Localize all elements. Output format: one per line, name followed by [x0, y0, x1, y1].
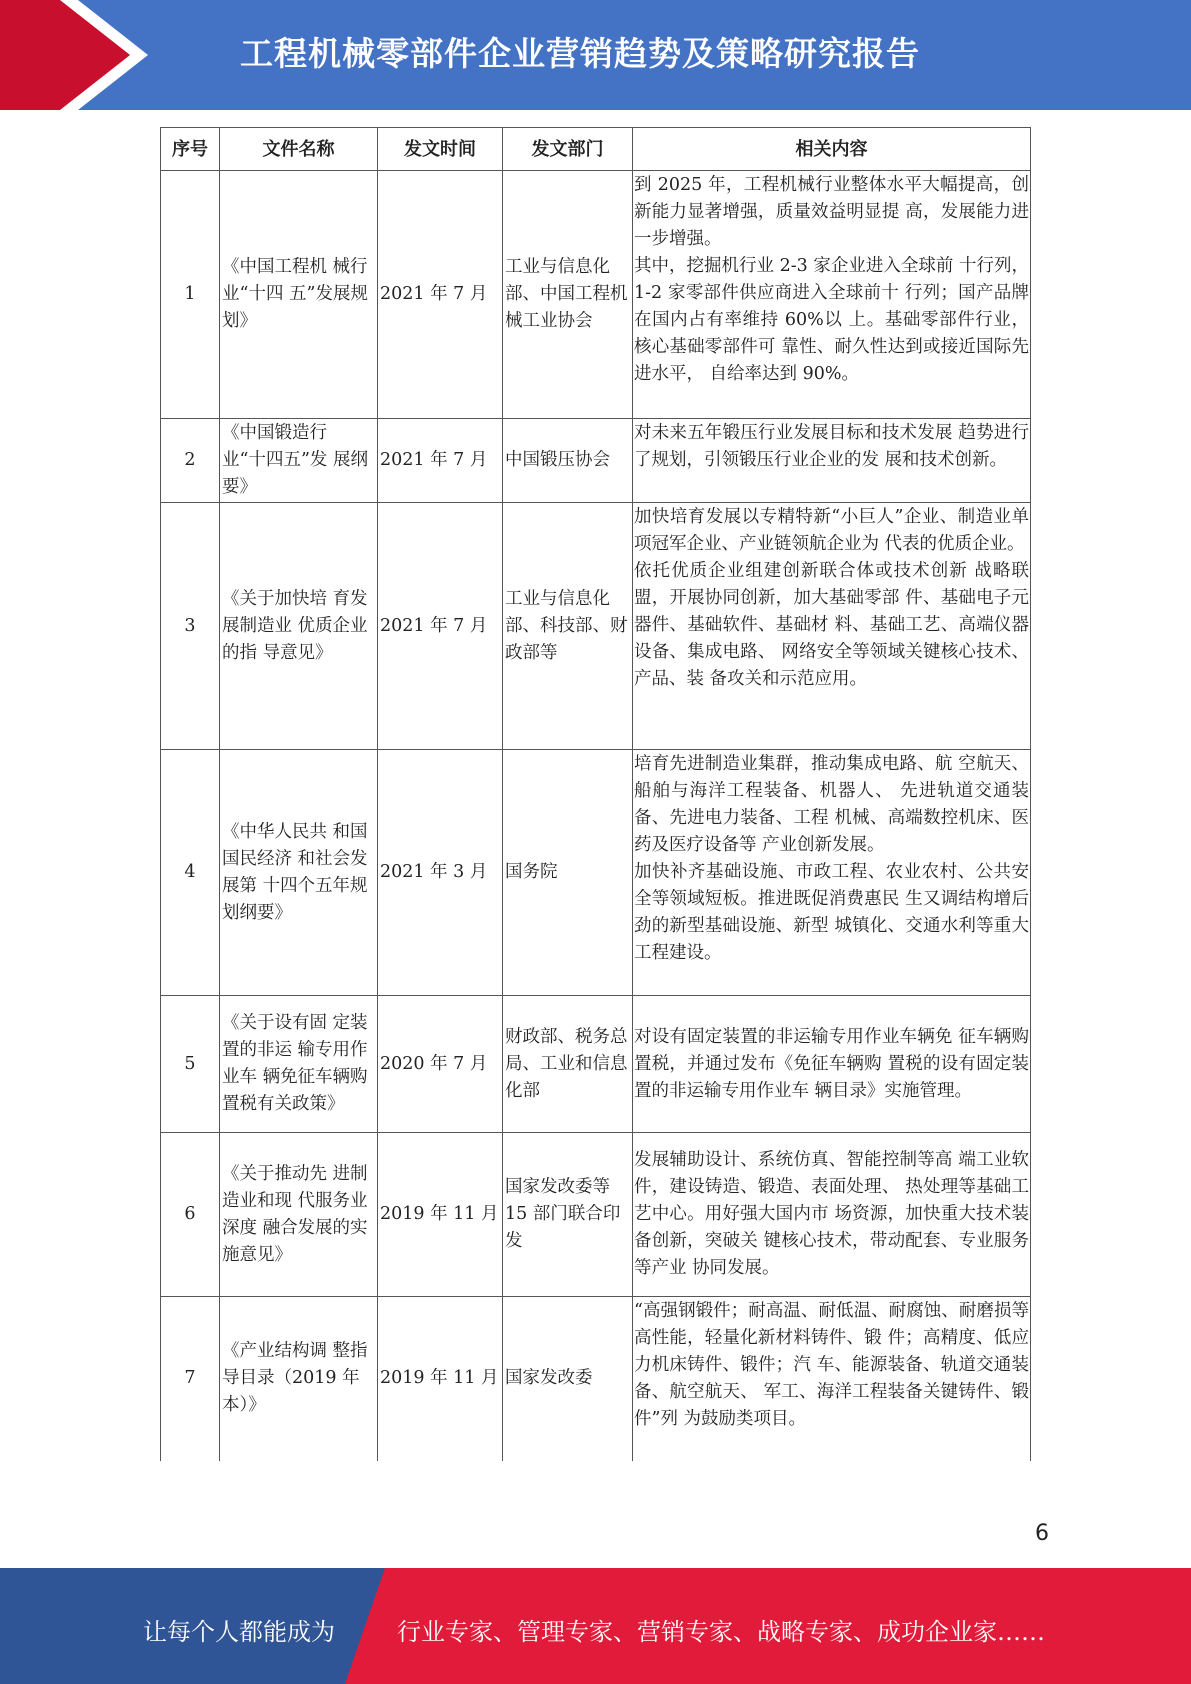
- cell-name: 《中国工程机 械行业“十四 五”发展规划》: [220, 171, 378, 419]
- table-row: [161, 750, 1031, 996]
- table-row: [161, 419, 1031, 503]
- table-header-row: [161, 128, 1031, 171]
- cell-content: [633, 750, 1031, 996]
- col-header-name: 文件名称: [220, 128, 378, 171]
- cell-name: 《中国锻造行 业“十四五”发 展纲要》: [220, 419, 378, 503]
- cell-name: 《关于设有固 定装置的非运 输专用作业车 辆免征车辆购 置税有关政策》: [220, 996, 378, 1133]
- table-row: [161, 1133, 1031, 1297]
- cell-dept: 国家发改委: [503, 1297, 633, 1461]
- content-paragraph: 加快培育发展以专精特新“小巨人”企业、制造业单项冠军企业、产业链领航企业为 代表的优质企业。: [634, 507, 1029, 554]
- content-paragraph: 依托优质企业组建创新联合体或技术创新 战略联盟，开展协同创新，加大基础零部 件、基础电子元器件、基础软件、基础材 料、基础工艺、高端仪器设备、集成电路、 网络安全等领域关键核心技术、产品、装 备攻关和示范应用。: [634, 561, 1029, 689]
- table-row: [161, 996, 1031, 1133]
- content-paragraph: 发展辅助设计、系统仿真、智能控制等高 端工业软件，建设铸造、锻造、表面处理、 热处理等基础工艺中心。用好强大国内市 场资源，加快重大技术装备创新，突破关 键核心技术，带动配套、专业服务等产业 协同发展。: [634, 1150, 1029, 1278]
- cell-no: 7: [161, 1297, 220, 1461]
- col-header-dept: 发文部门: [503, 128, 633, 171]
- cell-date: 2020 年 7 月: [378, 996, 503, 1133]
- content-paragraph: 其中，挖掘机行业 2-3 家企业进入全球前 十行列，1-2 家零部件供应商进入全球前十 行列；国产品牌在国内占有率维持 60%以 上。基础零部件行业，核心基础零部件可 靠性、耐久性达到或接近国际先进水平， 自给率达到 90%。: [634, 256, 1029, 384]
- col-header-content: 相关内容: [633, 128, 1031, 171]
- table-row: [161, 1297, 1031, 1461]
- cell-name: 《关于推动先 进制造业和现 代服务业深度 融合发展的实 施意见》: [220, 1133, 378, 1297]
- header-banner: [0, 0, 1191, 110]
- footer-slogan-left: 让每个人都能成为: [143, 1618, 335, 1646]
- cell-dept: 财政部、税务总局、工业和信息化部: [503, 996, 633, 1133]
- cell-no: 1: [161, 171, 220, 419]
- cell-date: 2021 年 3 月: [378, 750, 503, 996]
- table-row: [161, 503, 1031, 750]
- cell-date: 2019 年 11 月: [378, 1297, 503, 1461]
- cell-dept: 工业与信息化部、科技部、财政部等: [503, 503, 633, 750]
- page-number: 6: [1035, 1521, 1049, 1546]
- cell-date: 2021 年 7 月: [378, 171, 503, 419]
- cell-content: [633, 503, 1031, 750]
- cell-content: [633, 996, 1031, 1133]
- content-paragraph: 对未来五年锻压行业发展目标和技术发展 趋势进行了规划，引领锻压行业企业的发 展和技术创新。: [634, 423, 1029, 470]
- cell-no: 2: [161, 419, 220, 503]
- cell-dept: 中国锻压协会: [503, 419, 633, 503]
- cell-content: [633, 419, 1031, 503]
- policy-table: [160, 127, 1031, 1461]
- table-row: [161, 171, 1031, 419]
- cell-date: 2019 年 11 月: [378, 1133, 503, 1297]
- cell-name: 《关于加快培 育发展制造业 优质企业的指 导意见》: [220, 503, 378, 750]
- cell-no: 3: [161, 503, 220, 750]
- cell-date: 2021 年 7 月: [378, 419, 503, 503]
- content-paragraph: “高强钢锻件；耐高温、耐低温、耐腐蚀、耐磨损等高性能，轻量化新材料铸件、锻 件；高精度、低应力机床铸件、锻件；汽 车、能源装备、轨道交通装备、航空航天、 军工、海洋工程装备关键铸件、锻件”列 为鼓励类项目。: [634, 1301, 1029, 1429]
- footer-slogan-right: 行业专家、管理专家、营销专家、战略专家、成功企业家……: [397, 1618, 1045, 1646]
- col-header-date: 发文时间: [378, 128, 503, 171]
- content-paragraph: 到 2025 年，工程机械行业整体水平大幅提高，创新能力显著增强，质量效益明显提 高，发展能力进一步增强。: [634, 175, 1029, 249]
- cell-content: [633, 1133, 1031, 1297]
- content-paragraph: 加快补齐基础设施、市政工程、农业农村、公共安全等领域短板。推进既促消费惠民 生又调结构增后劲的新型基础设施、新型 城镇化、交通水利等重大工程建设。: [634, 862, 1029, 963]
- content-paragraph: 培育先进制造业集群，推动集成电路、航 空航天、船舶与海洋工程装备、机器人、 先进轨道交通装备、先进电力装备、工程 机械、高端数控机床、医药及医疗设备等 产业创新发展。: [634, 754, 1029, 855]
- cell-dept: 国家发改委等 15 部门联合印发: [503, 1133, 633, 1297]
- cell-no: 4: [161, 750, 220, 996]
- cell-dept: 国务院: [503, 750, 633, 996]
- content-paragraph: 对设有固定装置的非运输专用作业车辆免 征车辆购置税，并通过发布《免征车辆购 置税的设有固定装置的非运输专用作业车 辆目录》实施管理。: [634, 1026, 1029, 1101]
- cell-content: [633, 171, 1031, 419]
- col-header-no: 序号: [161, 128, 220, 171]
- cell-name: 《中华人民共 和国国民经济 和社会发展第 十四个五年规 划纲要》: [220, 750, 378, 996]
- cell-name: 《产业结构调 整指导目录（2019 年本）》: [220, 1297, 378, 1461]
- cell-no: 6: [161, 1133, 220, 1297]
- footer-banner: [0, 1568, 1191, 1684]
- report-title: 工程机械零部件企业营销趋势及策略研究报告: [240, 34, 920, 73]
- cell-no: 5: [161, 996, 220, 1133]
- cell-date: 2021 年 7 月: [378, 503, 503, 750]
- cell-dept: 工业与信息化部、中国工程机械工业协会: [503, 171, 633, 419]
- cell-content: [633, 1297, 1031, 1461]
